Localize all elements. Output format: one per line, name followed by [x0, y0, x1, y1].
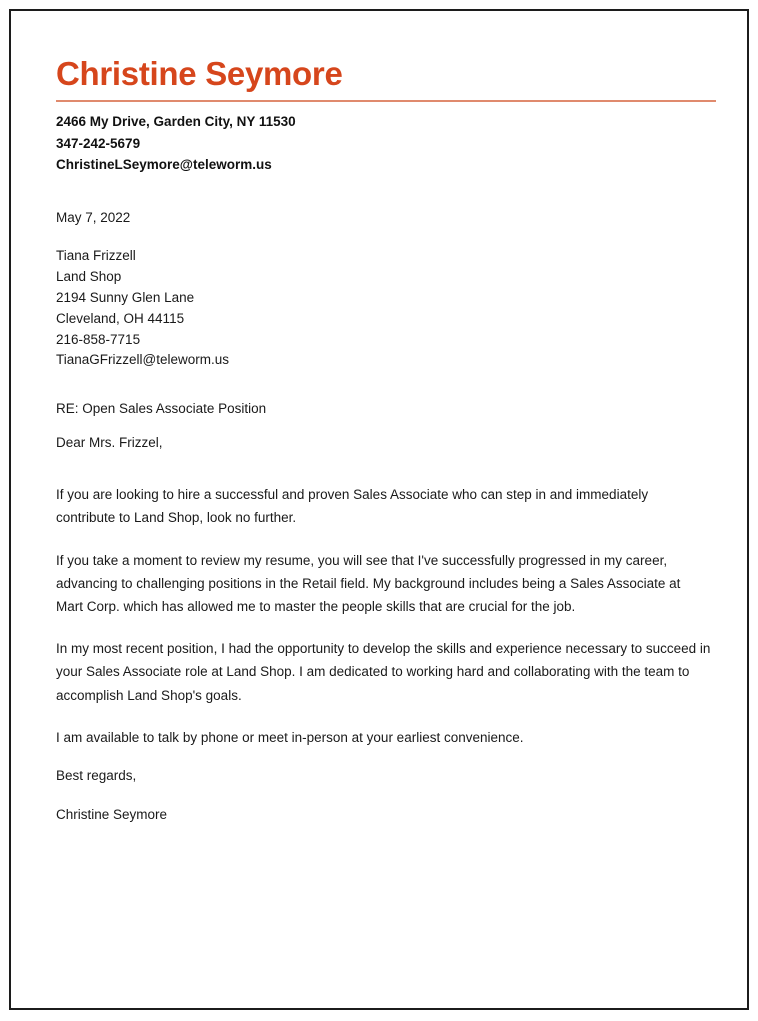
body-paragraph: If you take a moment to review my resume, you will see that I've successfully progressed in my career, advancing to challenging positions in the Retail field. My background includes being a Sales Associate at Mart Corp. which has allowed me to master the people skills that are crucial for the job.	[56, 552, 681, 615]
recipient-street: 2194 Sunny Glen Lane	[56, 290, 195, 306]
body-paragraph: If you are looking to hire a successful and proven Sales Associate who can step in and immediately contribute to Land Shop, look no further.	[56, 487, 649, 526]
recipient-email: TianaGFrizzell@teleworm.us	[56, 352, 229, 368]
sender-address: 2466 My Drive, Garden City, NY 11530	[56, 113, 296, 129]
recipient-city-state-zip: Cleveland, OH 44115	[56, 310, 185, 326]
letter-page	[9, 9, 749, 1010]
letter-date: May 7, 2022	[56, 210, 131, 226]
sender-name-heading: Christine Seymore	[56, 55, 343, 92]
signature-name: Christine Seymore	[56, 807, 168, 823]
letter-content	[11, 11, 747, 1008]
header-divider	[56, 100, 716, 102]
subject-line: RE: Open Sales Associate Position	[56, 401, 267, 417]
letter-body	[56, 483, 711, 749]
recipient-block	[56, 246, 711, 371]
recipient-company: Land Shop	[56, 269, 122, 285]
sign-off: Best regards,	[56, 768, 137, 784]
sender-contact-block	[56, 111, 711, 177]
sender-email: ChristineLSeymore@teleworm.us	[56, 157, 272, 173]
recipient-name: Tiana Frizzell	[56, 248, 136, 264]
recipient-phone: 216-858-7715	[56, 331, 141, 347]
sender-phone: 347-242-5679	[56, 135, 141, 151]
body-paragraph: In my most recent position, I had the opportunity to develop the skills and experience necessary to succeed in your Sales Associate role at Land Shop. I am dedicated to working hard and collaborating with the team to accomplish Land Shop's goals.	[56, 641, 711, 703]
salutation: Dear Mrs. Frizzel,	[56, 435, 163, 451]
availability-statement: I am available to talk by phone or meet in-person at your earliest convenience.	[56, 729, 524, 745]
